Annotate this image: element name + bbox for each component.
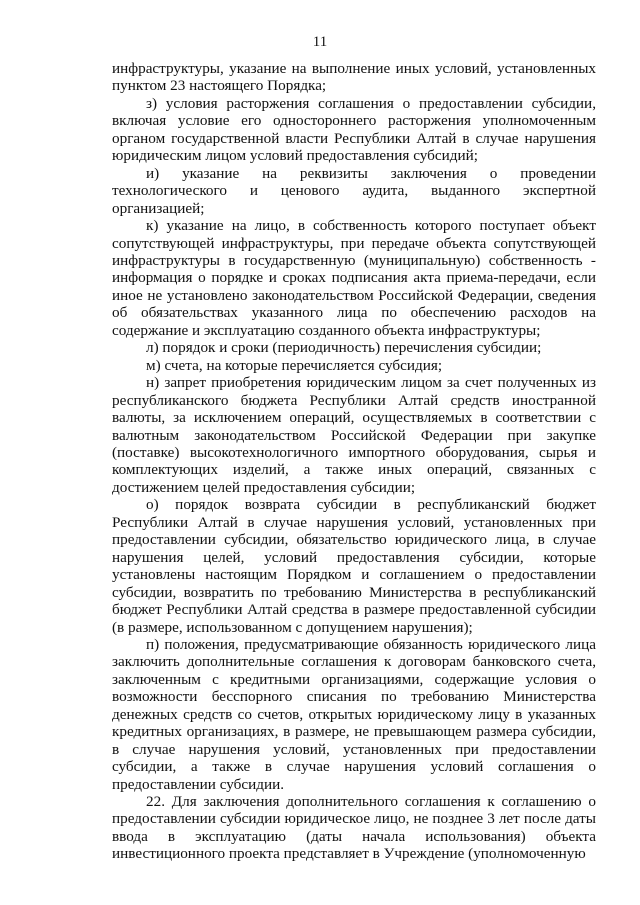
paragraph: инфраструктуры, указание на выполнение иных условий, установленных пунктом 23 настоящего Порядка; xyxy=(112,60,596,95)
paragraph: л) порядок и сроки (периодичность) перечисления субсидии; xyxy=(146,339,542,357)
document-body xyxy=(112,60,596,863)
paragraph: о) порядок возврата субсидии в республиканский бюджет Республики Алтай в случае нарушения условий, установленных при предоставлении субсидии, обязательство юридического лица, в случае нарушения целей, условий предоставления субсидии, которые установлены настоящим Порядком и соглашением о предоставлении субсидии, возвратить по требованию Министерства в республиканский бюджет Республики Алтай средства в размере предоставленной субсидии (в размере, использованном с допущением нарушения); xyxy=(112,496,596,636)
paragraph: к) указание на лицо, в собственность которого поступает объект сопутствующей инфраструктуры, при передаче объекта сопутствующей инфраструктуры в государственную (муниципальную) собственность - информация о порядке и сроках подписания акта приема-передачи, если иное не установлено законодательством Российской Федерации, сведения об обязательствах указанного лица по обеспечению расходов на содержание и эксплуатацию созданного объекта инфраструктуры; xyxy=(112,217,596,339)
paragraph: п) положения, предусматривающие обязанность юридического лица заключить дополнительные соглашения к договорам банковского счета, заключенным с кредитными организациями, содержащие условия о возможности бесспорного списания по требованию Министерства денежных средств со счетов, открытых юридическому лицу в указанных кредитных организациях, в размере, не превышающем размера субсидии, в случае нарушения условий, установленных при предоставлении субсидии, а также в случае нарушения условий соглашения о предоставлении субсидии. xyxy=(112,635,596,793)
paragraph: з) условия расторжения соглашения о предоставлении субсидии, включая условие его одностороннего расторжения уполномоченным органом государственной власти Республики Алтай в случае нарушения юридическим лицом условий предоставления субсидий; xyxy=(112,94,596,165)
paragraph: 22. Для заключения дополнительного соглашения к соглашению о предоставлении субсидии юридическое лицо, не позднее 3 лет после даты ввода в эксплуатацию (даты начала использования) объекта инвестиционного проекта представляет в Учреждение (уполномоченную xyxy=(112,793,596,863)
paragraph: и) указание на реквизиты заключения о проведении технологического и ценового аудита, выданного экспертной организацией; xyxy=(112,164,596,217)
paragraph: м) счета, на которые перечисляется субсидия; xyxy=(146,356,443,374)
paragraph: н) запрет приобретения юридическим лицом за счет полученных из республиканского бюджета Республики Алтай средств иностранной валюты, за исключением операций, осуществляемых в соответствии с валютным законодательством Российской Федерации при закупке (поставке) высокотехнологичного импортного оборудования, сырья и комплектующих изделий, а также иных операций, связанных с достижением целей предоставления субсидии; xyxy=(112,374,596,496)
page-number: 11 xyxy=(312,34,328,50)
